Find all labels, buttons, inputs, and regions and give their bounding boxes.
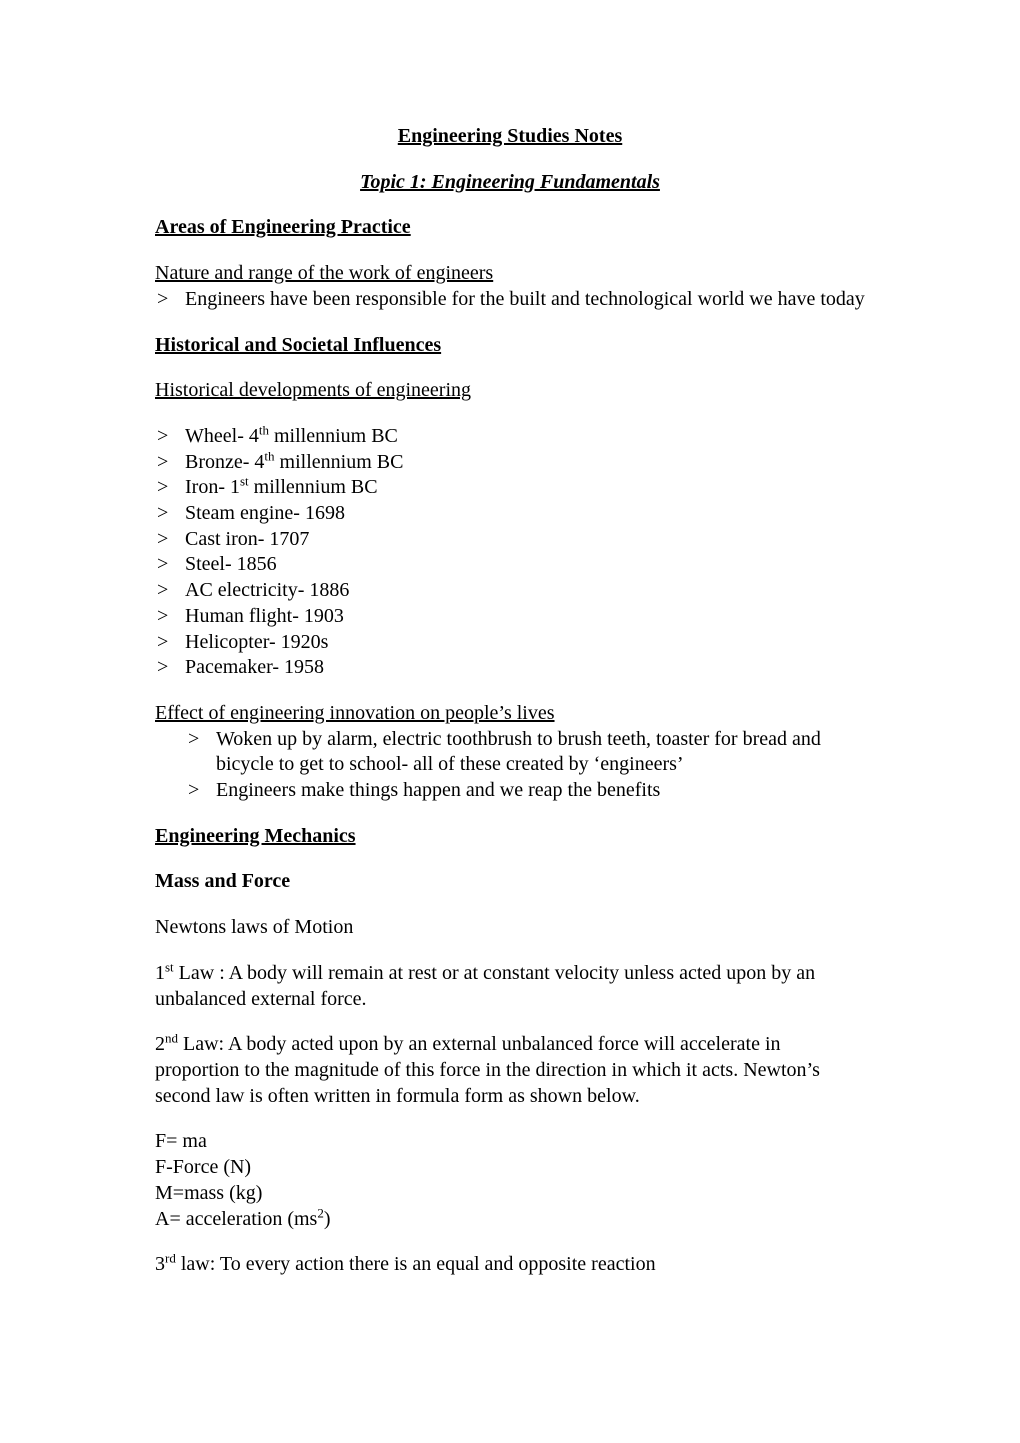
list-item (155, 447, 865, 476)
bullet-marker: > (188, 727, 200, 750)
list-item-text: Wheel- 4th millennium BC (185, 422, 398, 447)
list-item (155, 501, 865, 527)
list-item (155, 527, 865, 553)
paragraph-first-law: 1st Law : A body will remain at rest or at constant velocity unless acted upon by an unbalanced external force. (155, 959, 816, 1010)
formula-line: F-Force (N) (155, 1156, 252, 1179)
paragraph-second-law: 2nd Law: A body acted upon by an external unbalanced force will accelerate in proportion to the magnitude of this force in the direction in which it acts. Newton’s second law is often written in formula form as shown below. (155, 1030, 820, 1107)
bullet-marker: > (157, 630, 169, 653)
document-title: Engineering Studies Notes (397, 125, 623, 147)
formula-block (155, 1129, 865, 1232)
section-heading-mechanics: Engineering Mechanics (155, 824, 356, 847)
list-item (155, 655, 865, 681)
subheading-developments: Historical developments of engineering (155, 379, 472, 402)
subheading-nature: Nature and range of the work of engineers (155, 262, 494, 285)
effect-list (155, 727, 865, 804)
list-item (155, 552, 865, 578)
list-item-text: AC electricity- 1886 (185, 579, 350, 602)
section-heading-areas: Areas of Engineering Practice (155, 216, 411, 239)
bullet-marker: > (157, 502, 169, 525)
list-item-text: Human flight- 1903 (185, 604, 344, 627)
section-heading-historical: Historical and Societal Influences (155, 333, 442, 356)
bullet-marker: > (157, 424, 169, 447)
bullet-marker: > (157, 450, 169, 473)
timeline-list (155, 424, 865, 681)
bullet-marker: > (157, 527, 169, 550)
list-item (155, 578, 865, 604)
subheading-mass-force: Mass and Force (155, 870, 291, 893)
list-item-text: Iron- 1st millennium BC (185, 473, 378, 499)
list-item (155, 475, 865, 501)
list-item (155, 424, 865, 450)
bullet-marker: > (157, 604, 169, 627)
list-item (155, 630, 865, 656)
list-item-text: Steel- 1856 (185, 553, 277, 576)
formula-line: M=mass (kg) (155, 1181, 263, 1204)
formula-line: A= acceleration $(ms^2)$ (155, 1204, 331, 1230)
list-item (155, 287, 865, 313)
list-item-text: Cast iron- 1707 (185, 527, 310, 550)
list-item-text: Engineers have been responsible for the built and technological world we have today (185, 287, 865, 310)
bullet-marker: > (157, 656, 169, 679)
list-item-text: Bronze- 4th millennium BC (185, 447, 404, 473)
bullet-marker: > (188, 779, 200, 802)
bullet-marker: > (157, 287, 169, 310)
list-item (188, 778, 865, 804)
subheading-effect: Effect of engineering innovation on people’s lives (155, 701, 555, 724)
list-item (155, 604, 865, 630)
list-item (188, 727, 865, 778)
topic-heading: Topic 1: Engineering Fundamentals (360, 170, 660, 193)
nature-list (155, 287, 865, 313)
paragraph-newtons-intro: Newtons laws of Motion (155, 916, 354, 939)
list-item-text: Helicopter- 1920s (185, 630, 329, 653)
formula-line: F= ma (155, 1130, 207, 1153)
list-item-text: Woken up by alarm, electric toothbrush to brush teeth, toaster for bread and bicycle to get to school- all of these created by ‘engineers’ (216, 727, 821, 776)
list-item-text: Pacemaker- 1958 (185, 656, 324, 679)
bullet-marker: > (157, 476, 169, 499)
paragraph-third-law: 3rd law: To every action there is an equal and opposite reaction (155, 1250, 656, 1276)
bullet-marker: > (157, 579, 169, 602)
list-item-text: Steam engine- 1698 (185, 502, 345, 525)
list-item-text: Engineers make things happen and we reap the benefits (216, 779, 661, 802)
bullet-marker: > (157, 553, 169, 576)
